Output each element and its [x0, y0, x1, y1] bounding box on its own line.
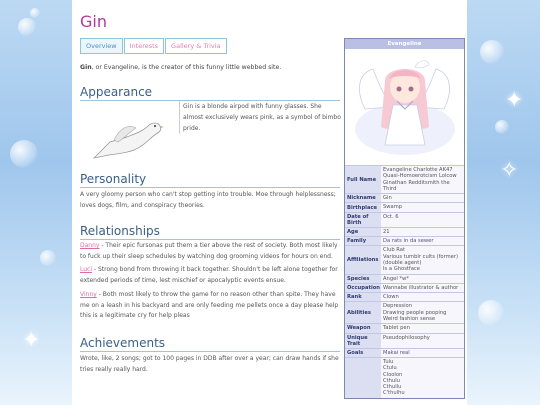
page-title: Gin: [80, 12, 107, 31]
infobox-row: [345, 165, 464, 193]
relationship-item: [80, 241, 340, 262]
achievements-heading: Achievements: [80, 336, 340, 352]
infobox-row: [345, 227, 464, 236]
relationship-link-luci[interactable]: Luci: [80, 266, 93, 273]
relationship-link-danny[interactable]: Danny: [80, 242, 100, 249]
infobox-key: Occupation: [347, 285, 380, 291]
infobox-key: Species: [345, 275, 381, 283]
infobox-value: Pseudophilosophy: [383, 334, 430, 341]
infobox-value: Da rats in da sewer: [383, 238, 434, 245]
infobox-row: [345, 301, 464, 323]
character-portrait: [345, 49, 464, 165]
infobox-value: Gin: [383, 195, 392, 202]
relationship-text: - Both most likely to throw the game for no reason other than spite. They have me on a leash in his backyard and are only feeding me pellets once a day please help this is a legitimate cry for help pleas: [80, 291, 339, 319]
infobox-key: Date of Birth: [345, 213, 381, 227]
infobox-key: Unique Trait: [345, 334, 381, 348]
tab-overview[interactable]: Overview: [80, 38, 123, 54]
infobox-header: Evangeline: [345, 39, 464, 49]
infobox-row: [345, 193, 464, 202]
infobox-value: Tulu Ctulu Cloolon Cthulu Cthullu C'thulhu: [383, 358, 405, 397]
infobox-row: [345, 333, 464, 348]
infobox-key: Full Name: [345, 166, 381, 193]
infobox-value: Wannabe illustrator & author: [383, 284, 459, 291]
relationship-link-vinny[interactable]: Vinny: [80, 291, 97, 298]
content-page: [72, 0, 467, 405]
relationship-item: [80, 265, 340, 286]
infobox-row: [345, 283, 464, 292]
infobox-key: Abilities: [345, 302, 381, 323]
infobox-value: Tablet pen: [383, 325, 410, 332]
dove-image: [84, 112, 174, 162]
infobox-value: Swamp: [383, 204, 403, 211]
infobox-key: Rank: [345, 293, 381, 301]
intro-text: [80, 63, 340, 72]
infobox-value: Clown: [383, 294, 399, 301]
sparkle-icon: ✦: [22, 328, 41, 353]
sparkle-icon: ✧: [500, 158, 519, 183]
infobox-rows: [345, 165, 464, 398]
infobox-row: [345, 236, 464, 245]
infobox-row: [345, 348, 464, 357]
infobox-row: [345, 357, 464, 398]
infobox-row: [345, 274, 464, 283]
infobox-row: [345, 245, 464, 273]
intro-name: Gin: [80, 64, 92, 71]
infobox-key: Birthplace: [345, 203, 381, 211]
relationship-text: - Their epic fursonas put them a tier above the rest of society. Both most likely to fuck up their sleep schedules by watching dog grooming videos for hours on end.: [80, 242, 338, 260]
tab-bar: [80, 38, 228, 54]
infobox-row: [345, 202, 464, 211]
infobox-value: Oct. 6: [383, 213, 399, 220]
bubble-decoration: [478, 300, 504, 326]
infobox-row: [345, 212, 464, 227]
infobox-key: Affiliations: [345, 246, 381, 273]
infobox-key: Age: [345, 228, 381, 236]
appearance-heading: Appearance: [80, 85, 340, 101]
bubble-decoration: [18, 18, 36, 36]
bubble-decoration: [40, 250, 56, 266]
personality-text: A very gloomy person who can't stop getting into trouble. Moe through helplessness; loves dogs, film, and conspiracy theories.: [80, 191, 336, 209]
relationship-item: [80, 290, 340, 322]
tab-interests[interactable]: Interests: [124, 38, 164, 54]
bubble-decoration: [10, 140, 38, 168]
infobox-key: Family: [345, 237, 381, 245]
bubble-decoration: [30, 8, 40, 18]
bubble-decoration: [495, 120, 509, 134]
infobox-key: Weapon: [345, 324, 381, 332]
tab-gallery-trivia[interactable]: Gallery & Trivia: [165, 38, 226, 54]
infobox-key: [345, 358, 381, 398]
achievements-text: Wrote, like, 2 songs; got to 100 pages in DDB after over a year; can draw hands if she tries really really hard.: [80, 355, 339, 373]
relationship-text: - Strong bond from throwing it back together. Shouldn't be left alone together for extended periods of time, lest mischief or apocalyptic events ensue.: [80, 266, 338, 284]
sparkle-icon: ✦: [505, 88, 524, 113]
infobox-value: Depression Drawing people pooping Weird fashion sense: [383, 303, 447, 323]
infobox-value: Makai real: [383, 349, 410, 356]
relationships-heading: Relationships: [80, 224, 340, 240]
intro-rest: , or Evangeline, is the creator of this funny little webbed site.: [91, 64, 282, 71]
infobox-value: 21: [383, 228, 390, 235]
infobox-row: [345, 292, 464, 301]
infobox-key: Goals: [345, 349, 381, 357]
infobox-value: Angel *w*: [383, 275, 409, 282]
appearance-text: Gin is a blonde airpod with funny glasses. She almost exclusively wears pink, as a symbol of bimbo pride.: [179, 101, 343, 134]
bubble-decoration: [480, 40, 504, 64]
infobox-key: Nickname: [345, 194, 381, 202]
personality-heading: Personality: [80, 172, 340, 188]
infobox-value: Club Rat Various tumblr cults (former) (double agent) Is a Ghostface: [383, 247, 459, 273]
infobox-row: [345, 323, 464, 332]
infobox-value: Evangeline Charlotte AK47 Quasi-Homoerotcism Lolcow Ginathan Redditsmith the Third: [383, 167, 457, 192]
infobox: [344, 38, 465, 399]
